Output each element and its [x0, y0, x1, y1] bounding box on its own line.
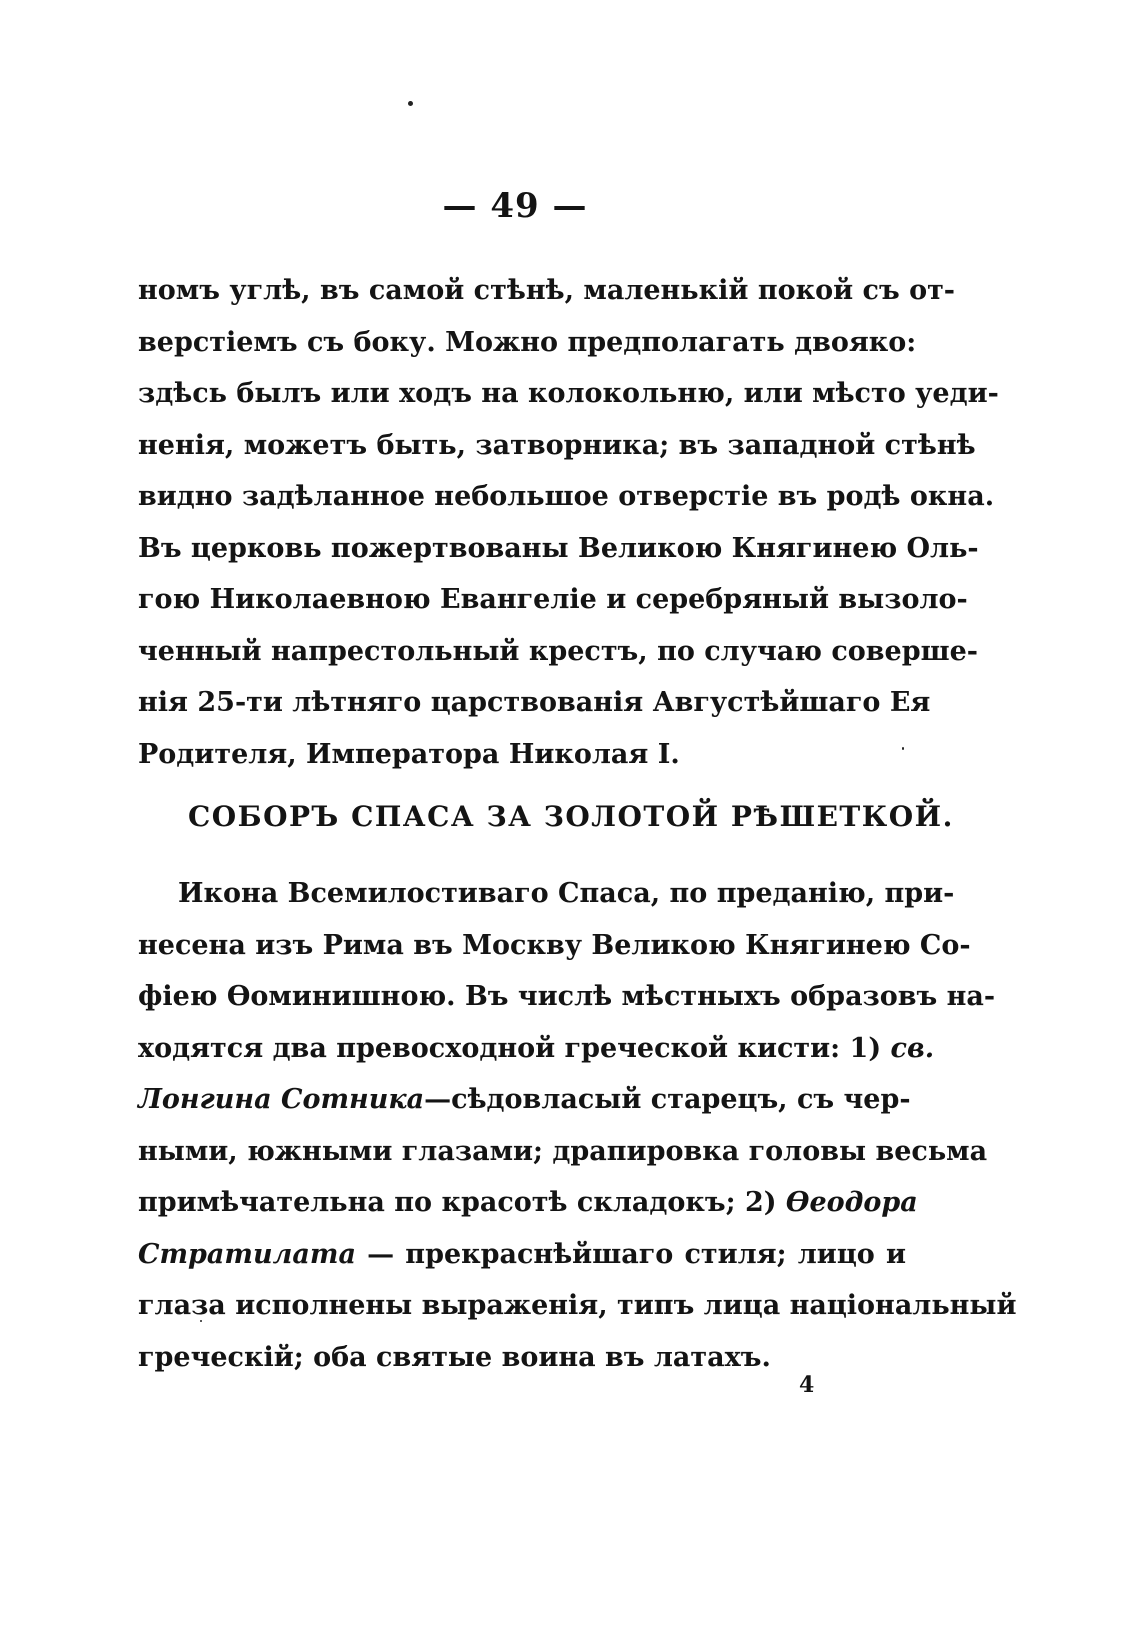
text-line: несена изъ Рима въ Москву Великою Княгинею Со-	[138, 929, 971, 961]
text-line: Икона Всемилостиваго Спаса, по преданію, при-	[178, 878, 955, 909]
text-line	[138, 1177, 918, 1229]
text-line: видно задѣланное небольшое отверстіе въ родѣ окна.	[138, 481, 995, 512]
italic-text: Стратилата	[138, 1238, 356, 1270]
text-line	[138, 1074, 911, 1126]
text-run: ходятся два превосходной греческой кисти: 1)	[138, 1032, 882, 1064]
page-number: — 49 —	[442, 186, 588, 226]
text-line: Въ церковь пожертвованы Великою Княгинею Оль-	[138, 532, 979, 564]
italic-text: Ѳеодора	[785, 1187, 918, 1218]
text-line: гою Николаевною Евангеліе и серебряный вызоло-	[138, 584, 968, 615]
text-line: здѣсь былъ или ходъ на колокольню, или мѣсто уеди-	[138, 378, 999, 409]
text-line	[138, 1229, 906, 1281]
text-line	[138, 1023, 935, 1075]
italic-text: св.	[890, 1032, 935, 1064]
text-run: — прекраснѣйшаго стиля; лицо и	[355, 1238, 906, 1270]
ink-speck	[408, 101, 413, 106]
signature-mark: 4	[799, 1372, 815, 1398]
text-line: номъ углѣ, въ самой стѣнѣ, маленькій покой съ от-	[138, 275, 956, 306]
text-run: —сѣдовласый старецъ, съ чер-	[424, 1084, 911, 1115]
text-line: нія 25-ти лѣтняго царствованія Августѣйшаго Ея	[138, 687, 931, 718]
text-line: глаза исполнены выраженія, типъ лица національный	[138, 1290, 1017, 1321]
text-line: греческій; оба святые воина въ латахъ.	[138, 1341, 771, 1373]
text-line: Родителя, Императора Николая I.	[138, 738, 680, 770]
section-heading: СОБОРЪ СПАСА ЗА ЗОЛОТОЙ РѢШЕТКОЙ.	[188, 800, 954, 833]
italic-text: Лонгина Сотника	[138, 1084, 425, 1115]
text-line: ненія, можетъ быть, затворника; въ западной стѣнѣ	[138, 429, 976, 461]
text-run: примѣчательна по красотѣ складокъ; 2)	[138, 1187, 777, 1218]
paragraph-continued	[138, 265, 999, 780]
text-line: ченный напрестольный крестъ, по случаю соверше-	[138, 635, 979, 667]
paragraph	[138, 868, 1017, 1383]
text-line: ными, южными глазами; драпировка головы весьма	[138, 1135, 988, 1167]
text-line: фіею Ѳоминишною. Въ числѣ мѣстныхъ образовъ на-	[138, 981, 996, 1012]
text-line: верстіемъ съ боку. Можно предполагать двояко:	[138, 326, 917, 358]
